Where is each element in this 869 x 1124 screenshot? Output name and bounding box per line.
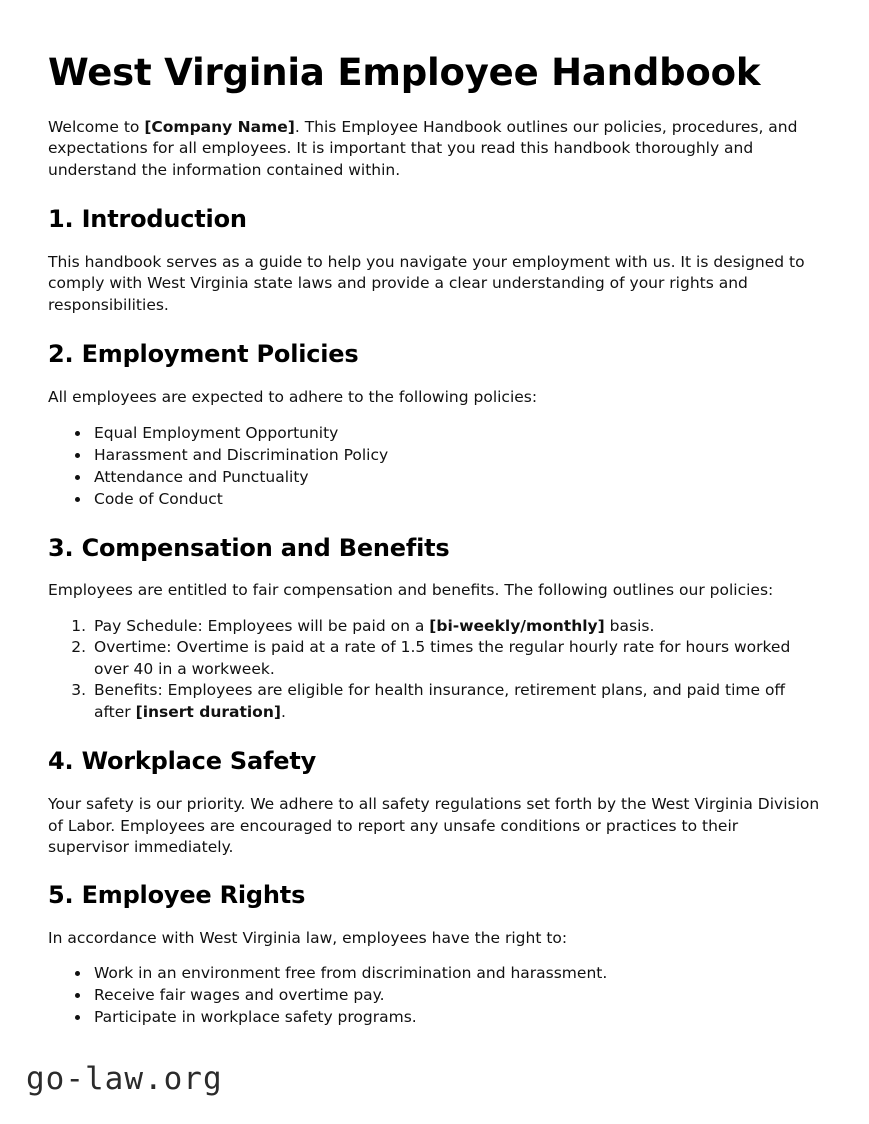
section-heading-employee-rights: 5. Employee Rights	[48, 880, 306, 909]
list-item: • Code of Conduct	[91, 489, 821, 510]
list-item-text-before: Pay Schedule: Employees will be paid on a	[94, 616, 430, 635]
section-heading-compensation-and-benefits: 3. Compensation and Benefits	[48, 533, 450, 562]
list-item-text-after: .	[280, 702, 286, 721]
list-item-placeholder: [insert duration]	[135, 702, 281, 721]
intro-text-before: Welcome to	[48, 117, 145, 136]
list-item: • Work in an environment free from discrimination and harassment.	[91, 963, 821, 984]
list-item: • Equal Employment Opportunity	[91, 423, 821, 444]
list-item: • Participate in workplace safety programs.	[91, 1007, 821, 1028]
section-body-introduction: This handbook serves as a guide to help you navigate your employment with us. It is designed to comply with West Virginia state laws and provide a clear understanding of your rights and responsibilities.	[48, 252, 805, 314]
employment-policies-list	[48, 423, 821, 510]
list-item-placeholder: [bi-weekly/monthly]	[429, 616, 605, 635]
list-item-text-after: basis.	[604, 616, 655, 635]
section-heading-introduction: 1. Introduction	[48, 205, 247, 234]
list-item-text-before: Overtime: Overtime is paid at a rate of 1.5 times the regular hourly rate for hours worked over 40 in a workweek.	[94, 638, 791, 678]
list-item: • Harassment and Discrimination Policy	[91, 445, 821, 466]
section-heading-workplace-safety: 4. Workplace Safety	[48, 747, 317, 776]
employee-rights-list	[48, 963, 821, 1028]
intro-company-placeholder: [Company Name]	[144, 117, 295, 136]
list-item: • Attendance and Punctuality	[91, 467, 821, 488]
list-item: • Receive fair wages and overtime pay.	[91, 985, 821, 1006]
section-body-employee-rights: In accordance with West Virginia law, employees have the right to:	[48, 928, 568, 947]
site-watermark: go-law.org	[26, 1061, 223, 1097]
section-heading-employment-policies: 2. Employment Policies	[48, 340, 359, 369]
section-body-workplace-safety: Your safety is our priority. We adhere to all safety regulations set forth by the West Virginia Division of Labor. Employees are encouraged to report any unsafe conditions or practices to their supervisor immediately.	[48, 795, 820, 857]
list-item	[91, 680, 821, 723]
intro-text-after: . This Employee Handbook outlines our policies, procedures, and expectations for all employees. It is important that you read this handbook thoroughly and understand the information contained within.	[48, 117, 798, 179]
list-item	[91, 637, 821, 680]
list-item	[91, 616, 821, 638]
intro-paragraph	[48, 117, 821, 182]
section-body-compensation-and-benefits: Employees are entitled to fair compensation and benefits. The following outlines our policies:	[48, 581, 774, 600]
compensation-numbered-list	[48, 616, 821, 724]
page-title: West Virginia Employee Handbook	[48, 51, 761, 94]
section-body-employment-policies: All employees are expected to adhere to the following policies:	[48, 388, 538, 407]
list-item-text-before: Benefits: Employees are eligible for health insurance, retirement plans, and paid time off after	[94, 681, 786, 721]
